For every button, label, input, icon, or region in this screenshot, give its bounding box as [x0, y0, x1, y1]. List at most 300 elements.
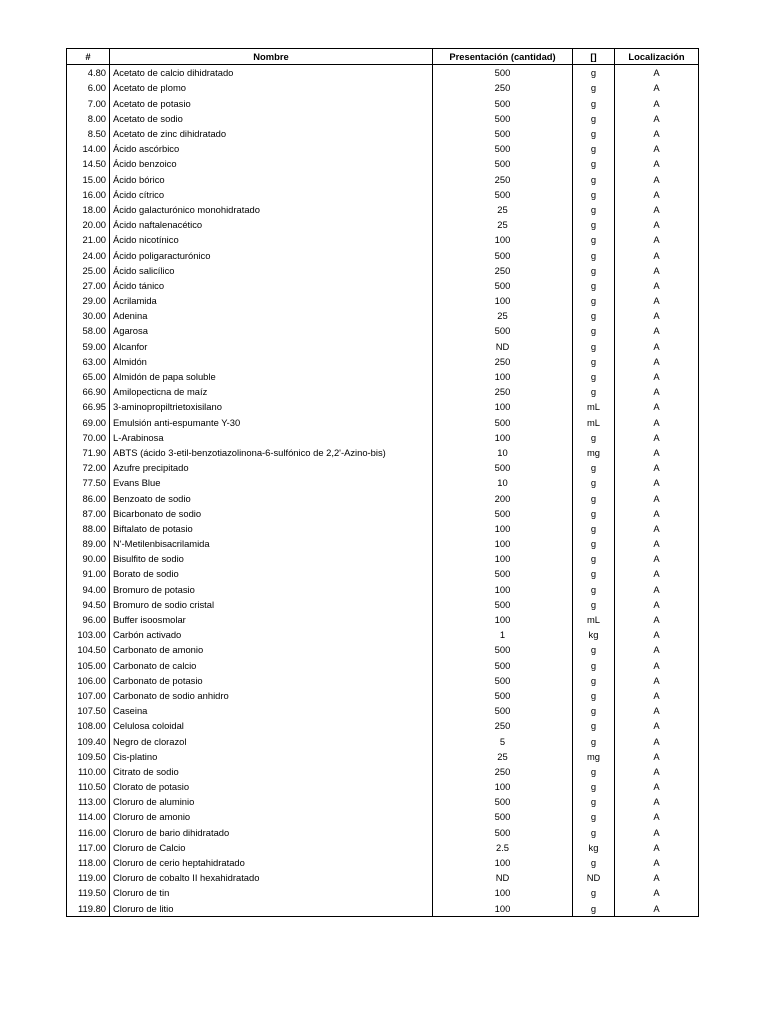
cell-number: 70.00 [67, 430, 110, 445]
cell-number: 119.80 [67, 901, 110, 917]
cell-location: A [615, 141, 699, 156]
cell-unit: g [573, 202, 615, 217]
cell-number: 109.40 [67, 733, 110, 748]
table-row [67, 490, 699, 505]
cell-name: Clorato de potasio [110, 779, 433, 794]
table-row [67, 870, 699, 885]
cell-quantity: 10 [433, 445, 573, 460]
col-header-location: Localización [615, 49, 699, 65]
table-row [67, 172, 699, 187]
cell-quantity: 500 [433, 460, 573, 475]
table-row [67, 293, 699, 308]
cell-number: 29.00 [67, 293, 110, 308]
cell-name: Buffer isoosmolar [110, 612, 433, 627]
cell-name: Borato de sodio [110, 566, 433, 581]
cell-name: Bromuro de sodio cristal [110, 597, 433, 612]
cell-quantity: 100 [433, 612, 573, 627]
cell-location: A [615, 369, 699, 384]
cell-unit: g [573, 232, 615, 247]
cell-quantity: 25 [433, 749, 573, 764]
cell-quantity: 500 [433, 688, 573, 703]
cell-location: A [615, 627, 699, 642]
cell-number: 15.00 [67, 172, 110, 187]
cell-quantity: 500 [433, 187, 573, 202]
cell-location: A [615, 156, 699, 171]
cell-number: 107.50 [67, 703, 110, 718]
cell-unit: g [573, 733, 615, 748]
cell-number: 59.00 [67, 339, 110, 354]
cell-location: A [615, 840, 699, 855]
cell-number: 14.00 [67, 141, 110, 156]
cell-quantity: 500 [433, 126, 573, 141]
cell-number: 14.50 [67, 156, 110, 171]
cell-number: 90.00 [67, 551, 110, 566]
table-row [67, 794, 699, 809]
cell-location: A [615, 794, 699, 809]
cell-location: A [615, 430, 699, 445]
cell-unit: g [573, 293, 615, 308]
cell-quantity: 500 [433, 658, 573, 673]
cell-number: 69.00 [67, 415, 110, 430]
cell-quantity: 500 [433, 156, 573, 171]
cell-quantity: 25 [433, 202, 573, 217]
table-row [67, 733, 699, 748]
cell-quantity: 200 [433, 490, 573, 505]
cell-number: 94.00 [67, 582, 110, 597]
cell-location: A [615, 96, 699, 111]
cell-location: A [615, 293, 699, 308]
cell-number: 20.00 [67, 217, 110, 232]
table-row [67, 354, 699, 369]
cell-location: A [615, 65, 699, 81]
cell-unit: g [573, 475, 615, 490]
cell-unit: g [573, 384, 615, 399]
table-row [67, 339, 699, 354]
table-row [67, 126, 699, 141]
table-row [67, 111, 699, 126]
table-row [67, 65, 699, 81]
table-row [67, 779, 699, 794]
cell-location: A [615, 749, 699, 764]
cell-quantity: 500 [433, 141, 573, 156]
table-row [67, 475, 699, 490]
cell-location: A [615, 308, 699, 323]
cell-number: 114.00 [67, 809, 110, 824]
cell-number: 103.00 [67, 627, 110, 642]
cell-unit: g [573, 658, 615, 673]
cell-location: A [615, 566, 699, 581]
cell-unit: mg [573, 445, 615, 460]
cell-name: Bisulfito de sodio [110, 551, 433, 566]
cell-location: A [615, 779, 699, 794]
cell-location: A [615, 111, 699, 126]
cell-location: A [615, 885, 699, 900]
cell-number: 8.00 [67, 111, 110, 126]
table-row [67, 688, 699, 703]
cell-number: 109.50 [67, 749, 110, 764]
cell-name: Acetato de plomo [110, 80, 433, 95]
cell-location: A [615, 536, 699, 551]
cell-number: 106.00 [67, 673, 110, 688]
table-row [67, 764, 699, 779]
cell-name: Carbón activado [110, 627, 433, 642]
cell-unit: g [573, 901, 615, 917]
cell-location: A [615, 460, 699, 475]
cell-unit: g [573, 278, 615, 293]
cell-location: A [615, 232, 699, 247]
cell-unit: ND [573, 870, 615, 885]
cell-location: A [615, 597, 699, 612]
table-row [67, 809, 699, 824]
cell-number: 27.00 [67, 278, 110, 293]
cell-unit: g [573, 536, 615, 551]
col-header-quantity: Presentación (cantidad) [433, 49, 573, 65]
cell-number: 8.50 [67, 126, 110, 141]
cell-quantity: 500 [433, 673, 573, 688]
table-row [67, 551, 699, 566]
cell-quantity: 100 [433, 855, 573, 870]
cell-quantity: 100 [433, 901, 573, 917]
cell-number: 118.00 [67, 855, 110, 870]
cell-name: Ácido poligaracturónico [110, 247, 433, 262]
table-row [67, 384, 699, 399]
cell-name: Azufre precipitado [110, 460, 433, 475]
cell-quantity: 500 [433, 247, 573, 262]
cell-unit: g [573, 597, 615, 612]
cell-name: Cloruro de Calcio [110, 840, 433, 855]
cell-number: 104.50 [67, 642, 110, 657]
cell-quantity: 100 [433, 369, 573, 384]
table-body [67, 65, 699, 917]
cell-location: A [615, 80, 699, 95]
cell-unit: g [573, 354, 615, 369]
cell-location: A [615, 445, 699, 460]
cell-unit: g [573, 718, 615, 733]
cell-name: Acetato de calcio dihidratado [110, 65, 433, 81]
cell-quantity: 250 [433, 354, 573, 369]
table-row [67, 308, 699, 323]
cell-quantity: 25 [433, 308, 573, 323]
table-row [67, 415, 699, 430]
cell-name: Bicarbonato de sodio [110, 506, 433, 521]
cell-name: Celulosa coloidal [110, 718, 433, 733]
cell-unit: mL [573, 399, 615, 414]
table-row [67, 247, 699, 262]
cell-name: Evans Blue [110, 475, 433, 490]
cell-location: A [615, 217, 699, 232]
col-header-unit: [] [573, 49, 615, 65]
table-row [67, 460, 699, 475]
table-row [67, 430, 699, 445]
cell-name: Ácido bórico [110, 172, 433, 187]
cell-number: 94.50 [67, 597, 110, 612]
cell-number: 116.00 [67, 825, 110, 840]
cell-name: Ácido galacturónico monohidratado [110, 202, 433, 217]
cell-number: 66.90 [67, 384, 110, 399]
cell-location: A [615, 809, 699, 824]
cell-unit: g [573, 582, 615, 597]
cell-location: A [615, 703, 699, 718]
cell-location: A [615, 901, 699, 917]
cell-name: Agarosa [110, 323, 433, 338]
cell-name: Carbonato de potasio [110, 673, 433, 688]
table-row [67, 187, 699, 202]
cell-quantity: 5 [433, 733, 573, 748]
table-row [67, 536, 699, 551]
cell-location: A [615, 278, 699, 293]
cell-quantity: 100 [433, 399, 573, 414]
cell-unit: g [573, 80, 615, 95]
table-row [67, 506, 699, 521]
cell-name: Emulsión anti-espumante Y-30 [110, 415, 433, 430]
cell-quantity: 250 [433, 384, 573, 399]
cell-number: 71.90 [67, 445, 110, 460]
table-row [67, 369, 699, 384]
cell-quantity: 250 [433, 718, 573, 733]
cell-quantity: 250 [433, 263, 573, 278]
cell-unit: mL [573, 612, 615, 627]
inventory-table [66, 48, 699, 917]
cell-location: A [615, 658, 699, 673]
cell-location: A [615, 399, 699, 414]
cell-number: 16.00 [67, 187, 110, 202]
cell-name: Cis-platino [110, 749, 433, 764]
cell-location: A [615, 384, 699, 399]
cell-name: Biftalato de potasio [110, 521, 433, 536]
table-row [67, 597, 699, 612]
cell-quantity: 500 [433, 794, 573, 809]
cell-location: A [615, 733, 699, 748]
cell-location: A [615, 126, 699, 141]
cell-unit: kg [573, 840, 615, 855]
cell-quantity: 500 [433, 703, 573, 718]
cell-location: A [615, 172, 699, 187]
cell-number: 96.00 [67, 612, 110, 627]
cell-name: L-Arabinosa [110, 430, 433, 445]
cell-number: 24.00 [67, 247, 110, 262]
cell-number: 72.00 [67, 460, 110, 475]
cell-quantity: ND [433, 339, 573, 354]
cell-number: 25.00 [67, 263, 110, 278]
cell-unit: g [573, 172, 615, 187]
table-row [67, 749, 699, 764]
cell-number: 7.00 [67, 96, 110, 111]
cell-unit: g [573, 430, 615, 445]
cell-name: Almidón [110, 354, 433, 369]
cell-location: A [615, 187, 699, 202]
cell-name: Acrilamida [110, 293, 433, 308]
cell-location: A [615, 521, 699, 536]
cell-unit: g [573, 323, 615, 338]
cell-location: A [615, 551, 699, 566]
table-row [67, 566, 699, 581]
cell-name: Cloruro de tin [110, 885, 433, 900]
cell-unit: g [573, 506, 615, 521]
cell-location: A [615, 825, 699, 840]
cell-location: A [615, 642, 699, 657]
cell-unit: g [573, 885, 615, 900]
cell-unit: g [573, 369, 615, 384]
cell-name: Acetato de potasio [110, 96, 433, 111]
cell-unit: g [573, 825, 615, 840]
cell-number: 65.00 [67, 369, 110, 384]
cell-quantity: 500 [433, 809, 573, 824]
cell-quantity: 500 [433, 65, 573, 81]
cell-name: Cloruro de litio [110, 901, 433, 917]
cell-name: N'-Metilenbisacrilamida [110, 536, 433, 551]
cell-location: A [615, 582, 699, 597]
table-row [67, 141, 699, 156]
table-row [67, 445, 699, 460]
cell-name: Ácido ascórbico [110, 141, 433, 156]
cell-unit: g [573, 247, 615, 262]
cell-unit: g [573, 566, 615, 581]
table-row [67, 840, 699, 855]
cell-number: 119.00 [67, 870, 110, 885]
cell-unit: g [573, 126, 615, 141]
cell-quantity: 100 [433, 430, 573, 445]
cell-name: Ácido cítrico [110, 187, 433, 202]
cell-name: Ácido salicílico [110, 263, 433, 278]
cell-unit: g [573, 217, 615, 232]
table-row [67, 885, 699, 900]
cell-number: 108.00 [67, 718, 110, 733]
cell-quantity: 25 [433, 217, 573, 232]
cell-unit: g [573, 65, 615, 81]
cell-quantity: 500 [433, 642, 573, 657]
cell-number: 89.00 [67, 536, 110, 551]
cell-unit: g [573, 688, 615, 703]
table-row [67, 703, 699, 718]
cell-quantity: 100 [433, 521, 573, 536]
cell-name: 3-aminopropiltrietoxisilano [110, 399, 433, 414]
table-row [67, 612, 699, 627]
cell-quantity: 100 [433, 779, 573, 794]
cell-location: A [615, 263, 699, 278]
cell-quantity: 500 [433, 278, 573, 293]
cell-location: A [615, 673, 699, 688]
cell-number: 6.00 [67, 80, 110, 95]
cell-quantity: 500 [433, 96, 573, 111]
cell-unit: g [573, 96, 615, 111]
cell-unit: g [573, 490, 615, 505]
cell-quantity: 100 [433, 885, 573, 900]
cell-number: 117.00 [67, 840, 110, 855]
cell-location: A [615, 202, 699, 217]
cell-number: 88.00 [67, 521, 110, 536]
cell-unit: g [573, 111, 615, 126]
table-row [67, 278, 699, 293]
cell-location: A [615, 354, 699, 369]
cell-number: 77.50 [67, 475, 110, 490]
cell-number: 113.00 [67, 794, 110, 809]
cell-name: Caseina [110, 703, 433, 718]
cell-unit: g [573, 308, 615, 323]
cell-number: 110.50 [67, 779, 110, 794]
cell-unit: g [573, 703, 615, 718]
cell-unit: g [573, 187, 615, 202]
cell-name: Ácido nicotínico [110, 232, 433, 247]
cell-name: Adenina [110, 308, 433, 323]
table-row [67, 673, 699, 688]
col-header-number: # [67, 49, 110, 65]
cell-location: A [615, 764, 699, 779]
cell-location: A [615, 247, 699, 262]
cell-quantity: 500 [433, 597, 573, 612]
cell-quantity: 100 [433, 232, 573, 247]
cell-unit: g [573, 263, 615, 278]
cell-unit: g [573, 156, 615, 171]
cell-location: A [615, 870, 699, 885]
cell-number: 21.00 [67, 232, 110, 247]
cell-name: Cloruro de bario dihidratado [110, 825, 433, 840]
cell-name: Ácido tánico [110, 278, 433, 293]
cell-location: A [615, 506, 699, 521]
cell-name: Alcanfor [110, 339, 433, 354]
cell-location: A [615, 339, 699, 354]
cell-number: 63.00 [67, 354, 110, 369]
table-row [67, 232, 699, 247]
cell-quantity: 250 [433, 80, 573, 95]
table-row [67, 582, 699, 597]
cell-location: A [615, 490, 699, 505]
cell-number: 30.00 [67, 308, 110, 323]
cell-unit: mL [573, 415, 615, 430]
cell-name: Almidón de papa soluble [110, 369, 433, 384]
cell-unit: kg [573, 627, 615, 642]
table-row [67, 80, 699, 95]
cell-number: 110.00 [67, 764, 110, 779]
cell-quantity: 1 [433, 627, 573, 642]
table-row [67, 901, 699, 917]
cell-number: 66.95 [67, 399, 110, 414]
cell-quantity: 500 [433, 566, 573, 581]
cell-name: Acetato de zinc dihidratado [110, 126, 433, 141]
cell-unit: g [573, 779, 615, 794]
cell-name: Cloruro de amonio [110, 809, 433, 824]
cell-quantity: 10 [433, 475, 573, 490]
cell-number: 58.00 [67, 323, 110, 338]
table-row [67, 521, 699, 536]
table-row [67, 627, 699, 642]
cell-quantity: 2.5 [433, 840, 573, 855]
cell-quantity: 500 [433, 825, 573, 840]
cell-name: ABTS (ácido 3-etil-benzotiazolinona-6-sulfónico de 2,2'-Azino-bis) [110, 445, 433, 460]
cell-number: 91.00 [67, 566, 110, 581]
table-row [67, 399, 699, 414]
cell-location: A [615, 323, 699, 338]
cell-name: Benzoato de sodio [110, 490, 433, 505]
cell-quantity: 100 [433, 536, 573, 551]
cell-unit: g [573, 855, 615, 870]
cell-unit: g [573, 339, 615, 354]
cell-location: A [615, 688, 699, 703]
cell-quantity: 100 [433, 293, 573, 308]
cell-quantity: 500 [433, 323, 573, 338]
cell-name: Cloruro de cerio heptahidratado [110, 855, 433, 870]
table-row [67, 825, 699, 840]
cell-unit: g [573, 521, 615, 536]
cell-unit: g [573, 551, 615, 566]
cell-location: A [615, 718, 699, 733]
cell-name: Carbonato de amonio [110, 642, 433, 657]
table-row [67, 323, 699, 338]
cell-quantity: 500 [433, 415, 573, 430]
cell-name: Amilopecticna de maíz [110, 384, 433, 399]
table-row [67, 718, 699, 733]
cell-unit: g [573, 764, 615, 779]
cell-name: Ácido naftalenacético [110, 217, 433, 232]
